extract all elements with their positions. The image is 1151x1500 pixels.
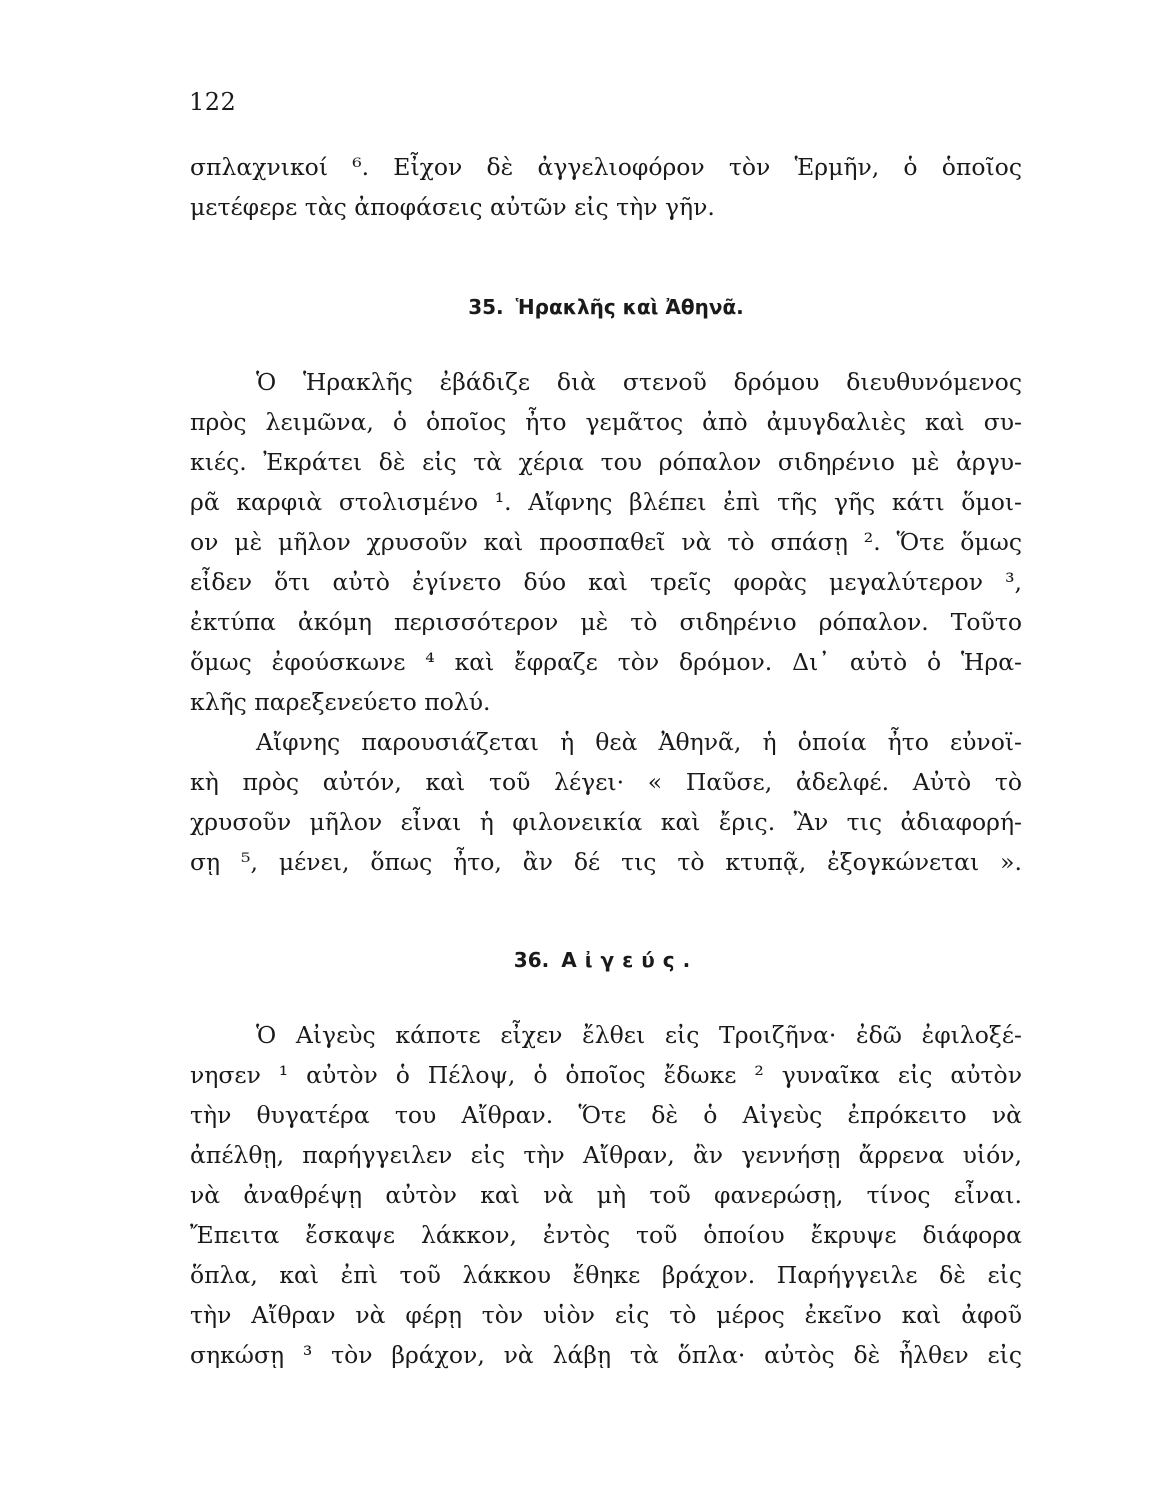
text-line: κλῆς παρεξενεύετο πολύ. xyxy=(190,688,491,716)
text-line: σηκώσῃ ³ τὸν βράχον, νὰ λάβῃ τὰ ὅπλα· αὐτὸς δὲ ἦλθεν εἰς xyxy=(190,1341,1022,1369)
text-line: νησεν ¹ αὐτὸν ὁ Πέλοψ, ὁ ὁποῖος ἔδωκε ² γυναῖκα εἰς αὐτὸν xyxy=(190,1061,1022,1089)
section-number: 36. xyxy=(513,948,550,972)
text-line: ὅπλα, καὶ ἐπὶ τοῦ λάκκου ἔθηκε βράχον. Παρήγγειλε δὲ εἰς xyxy=(190,1261,1022,1289)
text-line: τὴν θυγατέρα του Αἴθραν. Ὅτε δὲ ὁ Αἰγεὺς ἐπρόκειτο νὰ xyxy=(190,1101,1022,1129)
text-line: ρᾶ καρφιὰ στολισμένο ¹. Αἴφνης βλέπει ἐπὶ τῆς γῆς κάτι ὅμοι- xyxy=(190,488,1022,516)
text-line: κὴ πρὸς αὐτόν, καὶ τοῦ λέγει· « Παῦσε, ἀδελφέ. Αὐτὸ τὸ xyxy=(190,768,1022,796)
text-line: χρυσοῦν μῆλον εἶναι ἡ φιλονεικία καὶ ἔρις. Ἂν τις ἀδιαφορή- xyxy=(190,808,1022,836)
text-line: Ὁ Ἡρακλῆς ἐβάδιζε διὰ στενοῦ δρόμου διευθυνόμενος xyxy=(256,368,1022,396)
text-line: εἶδεν ὅτι αὐτὸ ἐγίνετο δύο καὶ τρεῖς φορὰς μεγαλύτερον ³, xyxy=(190,568,1022,596)
section-title: Ἡρακλῆς καὶ Ἀθηνᾶ. xyxy=(515,295,744,319)
text-line: Αἴφνης παρουσιάζεται ἡ θεὰ Ἀθηνᾶ, ἡ ὁποία ἦτο εὐνοϊ- xyxy=(256,728,1022,756)
text-line: ἀπέλθῃ, παρήγγειλεν εἰς τὴν Αἴθραν, ἂν γεννήσῃ ἄρρενα υἱόν, xyxy=(190,1141,1022,1169)
text-line: Ὁ Αἰγεὺς κάποτε εἶχεν ἔλθει εἰς Τροιζῆνα· ἐδῶ ἐφιλοξέ- xyxy=(256,1021,1022,1049)
text-line: ον μὲ μῆλον χρυσοῦν καὶ προσπαθεῖ νὰ τὸ σπάσῃ ². Ὅτε ὅμως xyxy=(190,528,1022,556)
section-35-body xyxy=(190,362,1022,882)
text-line: σπλαχνικοί ⁶. Εἶχον δὲ ἀγγελιοφόρον τὸν Ἑρμῆν, ὁ ὁποῖος xyxy=(190,153,1022,181)
section-heading-35 xyxy=(190,292,1022,322)
text-line: ὅμως ἐφούσκωνε ⁴ καὶ ἔφραζε τὸν δρόμον. Δι᾽ αὐτὸ ὁ Ἡρα- xyxy=(190,648,1022,676)
text-line: ἐκτύπα ἀκόμη περισσότερον μὲ τὸ σιδηρένιο ρόπαλον. Τοῦτο xyxy=(190,608,1022,636)
text-line: κιές. Ἐκράτει δὲ εἰς τὰ χέρια του ρόπαλον σιδηρένιο μὲ ἀργυ- xyxy=(190,448,1022,476)
page-number: 122 xyxy=(189,88,237,116)
text-line: πρὸς λειμῶνα, ὁ ὁποῖος ἦτο γεμᾶτος ἀπὸ ἀμυγδαλιὲς καὶ συ- xyxy=(190,408,1022,436)
text-line: σῃ ⁵, μένει, ὅπως ἦτο, ἂν δέ τις τὸ κτυπᾷ, ἐξογκώνεται ». xyxy=(190,848,1022,876)
text-line: τὴν Αἴθραν νὰ φέρῃ τὸν υἱὸν εἰς τὸ μέρος ἐκεῖνο καὶ ἀφοῦ xyxy=(190,1301,1022,1329)
section-36-body xyxy=(190,1015,1022,1375)
intro-paragraph xyxy=(190,147,1022,227)
section-title: Αἰγεύς. xyxy=(561,948,699,972)
text-line: μετέφερε τὰς ἀποφάσεις αὐτῶν εἰς τὴν γῆν. xyxy=(190,193,715,221)
text-line: Ἔπειτα ἔσκαψε λάκκον, ἐντὸς τοῦ ὁποίου ἔκρυψε διάφορα xyxy=(190,1221,1022,1249)
text-line: νὰ ἀναθρέψῃ αὐτὸν καὶ νὰ μὴ τοῦ φανερώσῃ, τίνος εἶναι. xyxy=(190,1181,1022,1209)
section-heading-36 xyxy=(190,945,1022,975)
section-number: 35. xyxy=(468,295,504,319)
